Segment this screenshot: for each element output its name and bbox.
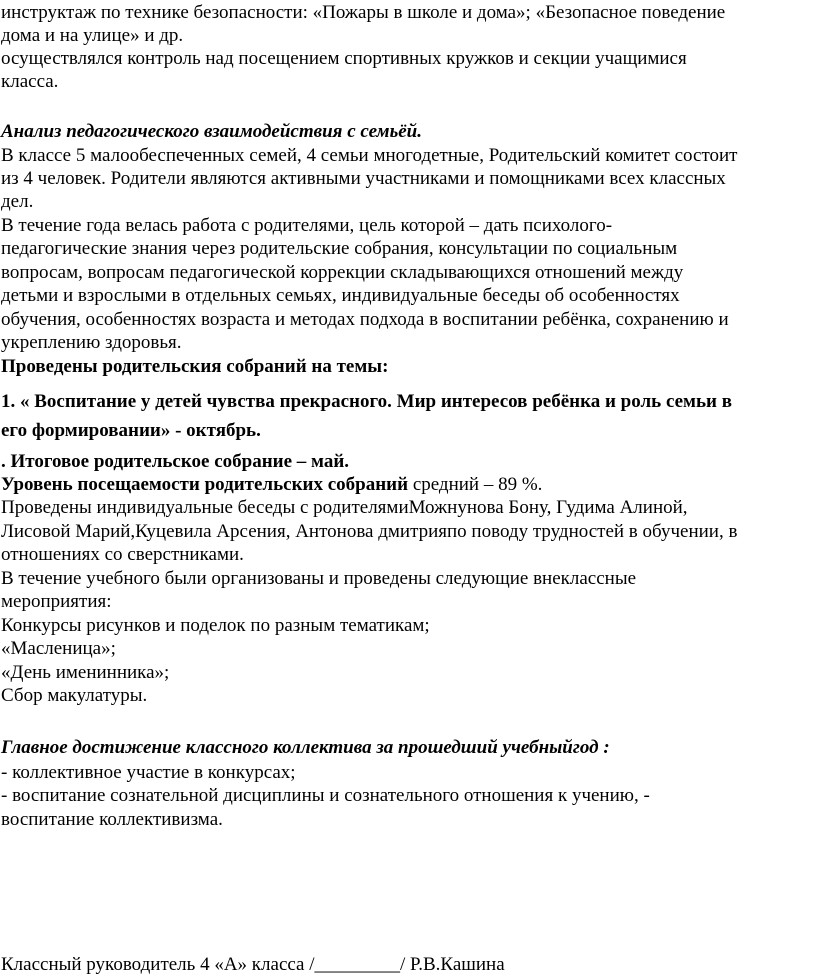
family-heading: Анализ педагогического взаимодействия с семьёй.: [1, 121, 422, 142]
events-intro-line-1: В течение учебного были организованы и проведены следующие внеклассные: [1, 568, 637, 589]
event-item-4: Сбор макулатуры.: [1, 685, 148, 706]
event-item-2: «Масленица»;: [1, 638, 116, 659]
achievement-item-2: - воспитание сознательной дисциплины и сознательного отношения к учению, -: [1, 785, 650, 806]
family-p1-line-1: В классе 5 малообеспеченных семей, 4 семьи многодетные, Родительский комитет состоит: [1, 145, 738, 166]
meeting-item-2: . Итоговое родительское собрание – май.: [1, 451, 350, 472]
family-p1-line-2: из 4 человек. Родители являются активными участниками и помощниками всех классных: [1, 168, 726, 189]
family-p2-line-4: детьми и взрослыми в отдельных семьях, индивидуальные беседы об особенностях: [1, 285, 680, 306]
attendance-value: средний – 89 %.: [408, 474, 543, 495]
event-item-1: Конкурсы рисунков и поделок по разным тематикам;: [1, 615, 430, 636]
intro-line-1: инструктаж по технике безопасности: «Пожары в школе и дома»; «Безопасное поведение: [1, 2, 726, 23]
meeting-item-1-line-1: 1. « Воспитание у детей чувства прекрасного. Мир интересов ребёнка и роль семьи в: [1, 391, 732, 412]
intro-line-2: дома и на улице» и др.: [1, 25, 184, 46]
meeting-item-1-line-2: его формировании» - октябрь.: [1, 420, 261, 441]
intro-line-3: осуществлялся контроль над посещением спортивных кружков и секции учащимися: [1, 48, 687, 69]
family-p2-line-6: укреплению здоровья.: [1, 332, 182, 353]
footer-signature: Классный руководитель 4 «А» класса /_________/ Р.В.Кашина: [1, 954, 505, 975]
events-intro-line-2: мероприятия:: [1, 591, 112, 612]
talks-line-2: Лисовой Марий,Куцевила Арсения, Антонова дмитрияпо поводу трудностей в обучении, в: [1, 521, 738, 542]
talks-line-1: Проведены индивидуальные беседы с родителямиМожнунова Бону, Гудима Алиной,: [1, 497, 688, 518]
achievement-heading: Главное достижение классного коллектива за прошедший учебныйгод :: [1, 737, 610, 758]
family-p2-line-2: педагогические знания через родительские собрания, консультации по социальным: [1, 238, 678, 259]
family-p2-line-1: В течение года велась работа с родителями, цель которой – дать психолого-: [1, 215, 613, 236]
family-p2-line-5: обучения, особенностях возраста и методах подхода в воспитании ребёнка, сохранению и: [1, 309, 729, 330]
meetings-heading: Проведены родительския собраний на темы:: [1, 356, 389, 377]
achievement-item-1: - коллективное участие в конкурсах;: [1, 762, 296, 783]
attendance-line: [1, 474, 542, 497]
intro-line-4: класса.: [1, 71, 59, 92]
family-p2-line-3: вопросам, вопросам педагогической коррекции складывающихся отношений между: [1, 262, 684, 283]
event-item-3: «День именинника»;: [1, 662, 170, 683]
talks-line-3: отношениях со сверстниками.: [1, 544, 244, 565]
achievement-item-3: воспитание коллективизма.: [1, 809, 223, 830]
attendance-label: Уровень посещаемости родительских собраний: [1, 474, 409, 495]
family-p1-line-3: дел.: [1, 191, 34, 212]
